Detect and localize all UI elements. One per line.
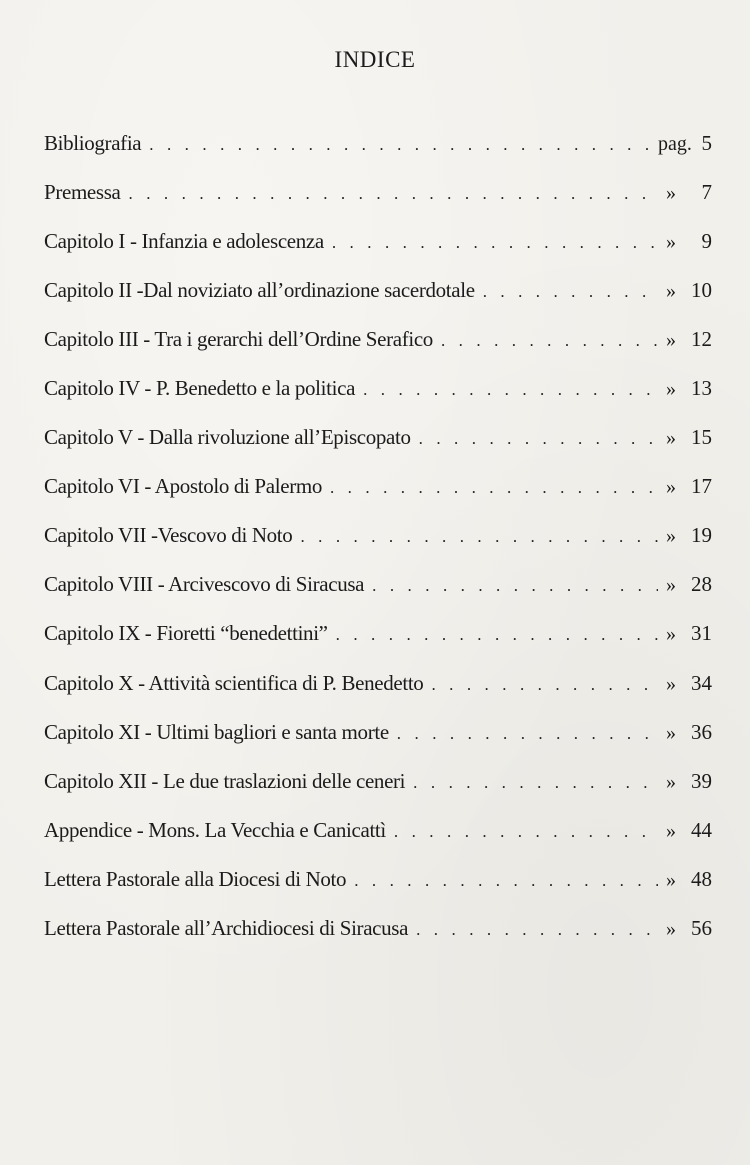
toc-entry [44, 913, 712, 962]
dot-leader [363, 375, 658, 405]
dot-leader [332, 228, 658, 258]
toc-entry [44, 128, 712, 177]
toc-entry-label: Appendice - Mons. La Vecchia e Canicattì [44, 817, 386, 842]
dot-leader [394, 817, 658, 847]
toc-entry-label: Lettera Pastorale alla Diocesi di Noto [44, 866, 347, 891]
toc-entry [44, 471, 712, 520]
dot-leader [413, 768, 658, 798]
toc-entry [44, 226, 712, 275]
toc-entry-ref: » [666, 868, 676, 891]
toc-entry-ref: » [666, 476, 676, 499]
toc-entry-ref: » [666, 329, 676, 352]
toc-entry [44, 324, 712, 373]
toc-entry-ref: » [666, 378, 676, 401]
dot-leader [419, 424, 658, 454]
toc-entry-label: Capitolo IX - Fioretti “benedettini” [44, 621, 328, 646]
toc-entry-label: Capitolo VII -Vescovo di Noto [44, 523, 293, 548]
toc-entry [44, 668, 712, 717]
toc-entry-ref: » [666, 231, 676, 254]
dot-leader [431, 670, 658, 700]
toc-entry-page: 31 [691, 621, 712, 646]
dot-leader [397, 719, 658, 749]
toc-entry-label: Capitolo VI - Apostolo di Palermo [44, 474, 322, 499]
toc-entry [44, 569, 712, 618]
toc-entry-label: Capitolo II -Dal noviziato all’ordinazione sacerdotale [44, 278, 475, 303]
toc-entry-ref: » [666, 623, 676, 646]
dot-leader [336, 620, 658, 650]
toc-entry-label: Capitolo III - Tra i gerarchi dell’Ordine Serafico [44, 327, 433, 352]
toc-entry-label: Lettera Pastorale all’Archidiocesi di Siracusa [44, 915, 409, 940]
toc-entry [44, 618, 712, 667]
toc-entry-label: Capitolo I - Infanzia e adolescenza [44, 229, 324, 254]
toc-entry [44, 766, 712, 815]
toc-entry-ref: » [666, 427, 676, 450]
toc-entry-page: 9 [701, 229, 712, 254]
toc-entry-label: Bibliografia [44, 131, 142, 155]
dot-leader [354, 866, 658, 896]
toc-entry-page: 5 [701, 131, 712, 155]
toc-entry-ref: » [666, 672, 676, 695]
toc-entry-page: 7 [701, 180, 712, 205]
toc-entry [44, 717, 712, 766]
toc-entry-page: 12 [691, 327, 712, 352]
toc-entry-label: Capitolo IV - P. Benedetto e la politica [44, 376, 356, 401]
index-title: INDICE [334, 47, 416, 72]
toc-entry-page: 48 [691, 866, 712, 891]
toc-entry [44, 864, 712, 913]
dot-leader [300, 522, 658, 552]
toc-entry-page: 44 [691, 817, 712, 842]
toc-entry-label: Capitolo XI - Ultimi bagliori e santa morte [44, 719, 389, 744]
toc-entry-page: 56 [691, 915, 712, 940]
table-of-contents [44, 128, 712, 962]
toc-entry-ref: » [666, 574, 676, 597]
toc-entry-ref: » [666, 819, 676, 842]
dot-leader [416, 915, 658, 945]
toc-entry-ref: » [666, 770, 676, 793]
toc-entry-page: 19 [691, 523, 712, 548]
toc-entry-ref: » [666, 917, 676, 940]
dot-leader [483, 277, 658, 307]
toc-entry [44, 373, 712, 422]
toc-entry-page: 28 [691, 572, 712, 597]
dot-leader [149, 130, 650, 160]
toc-entry-page: 13 [691, 376, 712, 401]
toc-entry [44, 275, 712, 324]
toc-entry-label: Capitolo VIII - Arcivescovo di Siracusa [44, 572, 365, 597]
toc-entry-label: Capitolo V - Dalla rivoluzione all’Episcopato [44, 425, 411, 450]
toc-entry [44, 422, 712, 471]
toc-entry-ref: » [666, 280, 676, 303]
toc-entry-page: 17 [691, 474, 712, 499]
toc-entry-label: Capitolo XII - Le due traslazioni delle ceneri [44, 768, 406, 793]
toc-entry-page: 34 [691, 670, 712, 695]
dot-leader [372, 571, 658, 601]
toc-entry-label: Capitolo X - Attività scientifica di P. Benedetto [44, 670, 424, 695]
toc-entry-page: 39 [691, 768, 712, 793]
dot-leader [129, 179, 658, 209]
toc-entry-page: 10 [691, 278, 712, 303]
dot-leader [330, 473, 658, 503]
toc-entry [44, 815, 712, 864]
toc-entry-ref: » [666, 721, 676, 744]
toc-entry-ref: » [666, 525, 676, 548]
dot-leader [441, 326, 658, 356]
toc-entry-ref: » [666, 182, 676, 205]
toc-entry [44, 177, 712, 226]
toc-entry-page: 15 [691, 425, 712, 450]
toc-entry-ref: pag. [658, 133, 692, 155]
toc-entry [44, 520, 712, 569]
toc-entry-label: Premessa [44, 180, 121, 205]
toc-entry-page: 36 [691, 719, 712, 744]
